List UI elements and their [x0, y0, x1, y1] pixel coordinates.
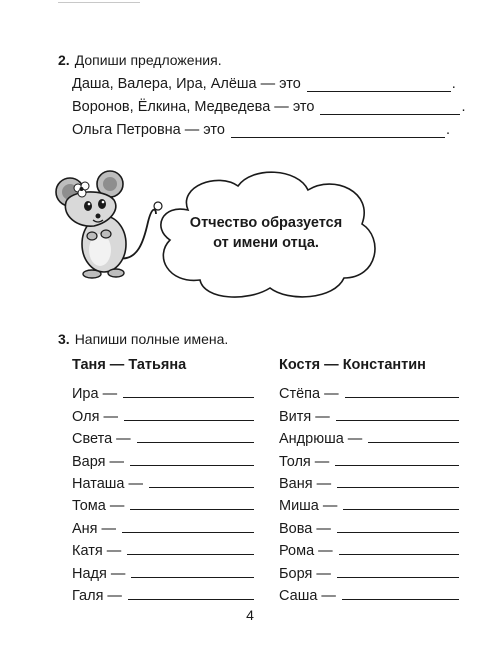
dash: —: [109, 453, 124, 470]
left-short-name: Надя: [72, 565, 107, 582]
sentence-3-text: Ольга Петровна — это: [72, 122, 225, 138]
task-2-heading: [58, 52, 222, 68]
right-name-row: [279, 537, 459, 559]
dash: —: [101, 520, 117, 537]
sentence-3: [72, 122, 450, 138]
right-name-row: [279, 582, 459, 604]
right-name-row: [279, 559, 459, 581]
left-short-name: Ира: [72, 386, 99, 403]
right-name-column: [279, 380, 459, 604]
right-short-name: Витя: [279, 408, 312, 425]
dash: —: [314, 453, 330, 470]
cloud-text: [180, 213, 352, 253]
dash: —: [116, 431, 131, 448]
left-short-name: Аня: [72, 520, 98, 537]
right-full-name-blank[interactable]: [343, 499, 459, 510]
left-name-row: [72, 470, 254, 492]
left-name-column: [72, 380, 254, 604]
left-name-row: [72, 537, 254, 559]
page-number: 4: [246, 607, 254, 623]
right-full-name-blank[interactable]: [336, 410, 459, 421]
dash: —: [107, 587, 122, 604]
left-short-name: Наташа: [72, 475, 125, 492]
right-short-name: Саша: [279, 587, 318, 604]
sentence-2-period: .: [461, 99, 466, 115]
cloud-line-2: от имени отца.: [213, 235, 319, 251]
left-full-name-blank[interactable]: [123, 387, 254, 398]
left-name-row: [72, 492, 254, 514]
right-name-row: [279, 447, 459, 469]
left-full-name-blank[interactable]: [131, 567, 254, 578]
left-short-name: Галя: [72, 587, 104, 604]
task-2-number: 2.: [58, 52, 70, 68]
right-short-name: Стёпа: [279, 386, 321, 403]
left-short-name: Варя: [72, 453, 106, 470]
left-full-name-blank[interactable]: [130, 499, 254, 510]
left-short-name: Оля: [72, 408, 100, 425]
dash: —: [106, 543, 122, 560]
left-full-name-blank[interactable]: [149, 477, 254, 488]
left-full-name-blank[interactable]: [127, 544, 254, 555]
dash: —: [318, 543, 333, 560]
right-full-name-blank[interactable]: [345, 387, 459, 398]
right-full-name-blank[interactable]: [337, 477, 459, 488]
left-name-row: [72, 559, 254, 581]
task-2-instruction: Допиши предложения.: [74, 52, 222, 68]
right-short-name: Миша: [279, 498, 319, 515]
right-full-name-blank[interactable]: [339, 544, 459, 555]
left-name-row: [72, 582, 254, 604]
left-full-name-blank[interactable]: [122, 522, 254, 533]
dash: —: [315, 408, 330, 425]
left-name-row: [72, 380, 254, 402]
right-short-name: Рома: [279, 543, 315, 560]
right-column-example: Костя — Константин: [279, 357, 426, 373]
dash: —: [347, 431, 363, 448]
dash: —: [324, 386, 339, 403]
right-short-name: Толя: [279, 453, 311, 470]
left-short-name: Тома: [72, 498, 106, 515]
sentence-3-blank[interactable]: [231, 125, 445, 138]
left-full-name-blank[interactable]: [124, 410, 254, 421]
right-full-name-blank[interactable]: [368, 432, 459, 443]
right-short-name: Вова: [279, 520, 313, 537]
left-name-row: [72, 402, 254, 424]
task-3-number: 3.: [58, 331, 70, 347]
dash: —: [316, 475, 332, 492]
right-name-row: [279, 425, 459, 447]
dash: —: [322, 498, 338, 515]
dash: —: [321, 587, 336, 604]
dash: —: [110, 565, 126, 582]
task-3-heading: [58, 331, 228, 347]
sentence-2: [72, 99, 465, 115]
right-full-name-blank[interactable]: [342, 589, 459, 600]
left-short-name: Света: [72, 431, 113, 448]
dash: —: [109, 498, 125, 515]
dash: —: [316, 520, 331, 537]
dash: —: [128, 475, 143, 492]
sentence-2-blank[interactable]: [320, 102, 460, 115]
sentence-1-period: .: [451, 76, 456, 92]
sentence-3-period: .: [445, 122, 450, 138]
cloud-line-1: Отчество образуется: [189, 215, 343, 231]
right-short-name: Андрюша: [279, 431, 344, 448]
top-rule: [58, 2, 140, 3]
right-full-name-blank[interactable]: [337, 567, 459, 578]
right-name-row: [279, 402, 459, 424]
right-name-row: [279, 492, 459, 514]
sentence-1-blank[interactable]: [307, 79, 451, 92]
left-name-row: [72, 514, 254, 536]
dash: —: [316, 565, 331, 582]
mouse-illustration: [48, 170, 158, 282]
right-full-name-blank[interactable]: [337, 522, 459, 533]
left-name-row: [72, 447, 254, 469]
right-short-name: Ваня: [279, 475, 313, 492]
right-name-row: [279, 514, 459, 536]
sentence-1: [72, 76, 456, 92]
task-3-instruction: Напиши полные имена.: [74, 331, 229, 347]
sentence-1-text: Даша, Валера, Ира, Алёша — это: [72, 76, 301, 92]
left-full-name-blank[interactable]: [137, 432, 254, 443]
left-name-row: [72, 425, 254, 447]
left-short-name: Катя: [72, 543, 103, 560]
right-name-row: [279, 380, 459, 402]
sentence-2-text: Воронов, Ёлкина, Медведева — это: [72, 99, 315, 115]
right-name-row: [279, 470, 459, 492]
right-short-name: Боря: [279, 565, 313, 582]
left-full-name-blank[interactable]: [130, 455, 254, 466]
left-full-name-blank[interactable]: [128, 589, 254, 600]
dash: —: [103, 408, 118, 425]
dash: —: [102, 386, 118, 403]
right-full-name-blank[interactable]: [335, 455, 459, 466]
left-column-example: Таня — Татьяна: [72, 357, 187, 373]
